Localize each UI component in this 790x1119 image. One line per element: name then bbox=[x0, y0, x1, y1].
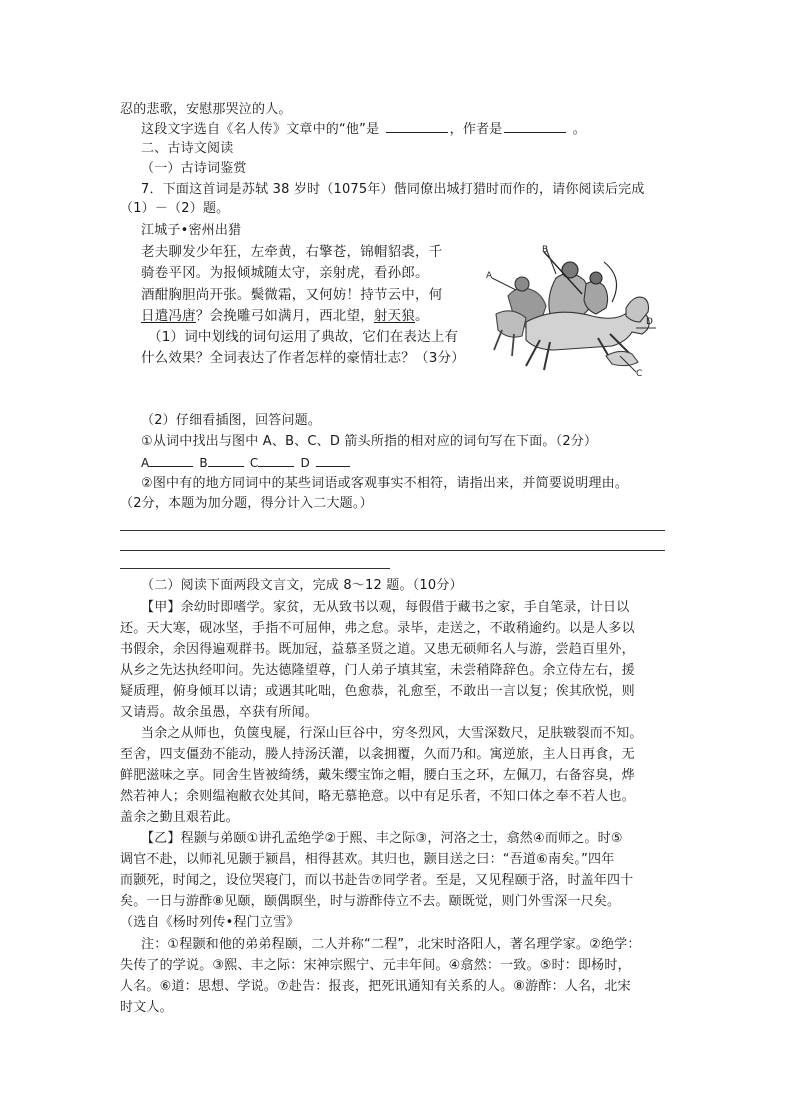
question-7-line2: （1）－（2）题。 bbox=[120, 201, 230, 216]
illustration-label-a: A bbox=[486, 271, 493, 281]
passage-yi-line: 【乙】程颢与弟颐①讲孔孟绝学②于熙、丰之际③，河洛之士，翕然④而师之。时⑤ bbox=[141, 831, 623, 846]
notes-line: 失传了的学说。③熙、丰之际：宋神宗熙宁、元丰年间。④翕然：一致。⑤时：即杨时， bbox=[120, 958, 631, 973]
passage-yi-source: （选自《杨时列传•程门立雪》 bbox=[120, 915, 300, 930]
poem-line-4-mid: ？会挽雕弓如满月，西北望， bbox=[195, 308, 374, 324]
notes-line: 时文人。 bbox=[120, 1000, 173, 1015]
passage-jia-line: 【甲】余幼时即嗜学。家贫，无从致书以观，每假借于藏书之家，手自笔录，计日以 bbox=[141, 600, 630, 615]
blank-d[interactable] bbox=[316, 454, 350, 467]
subquestion-2-1: ①从词中找出与图中 A、B、C、D 箭头所指的相对应的词句写在下面。（2分） bbox=[141, 434, 598, 449]
passage-yi-line: 调官不赴，以师礼见颢于颍昌，相得甚欢。其归也，颢目送之曰：“吾道⑥南矣。”四年 bbox=[120, 852, 615, 867]
passage-jia-line: 书假余，余因得遍观群书。既加冠，益慕圣贤之道。又患无硕师名人与游，尝趋百里外， bbox=[120, 642, 635, 657]
blank-b[interactable] bbox=[208, 454, 244, 467]
poem-title: 江城子•密州出猎 bbox=[141, 223, 242, 238]
subquestion-2-2-line1: ②图中有的地方同词中的某些词语或客观事实不相符，请指出来，并简要说明理由。 bbox=[141, 476, 629, 491]
passage-jia-line: 至舍，四支僵劲不能动，媵人持汤沃灌，以衾拥覆，久而乃和。寓逆旅，主人日再食，无 bbox=[120, 747, 635, 762]
hunting-illustration bbox=[486, 244, 662, 378]
label-b: B bbox=[199, 456, 208, 470]
poem-line-3: 酒酣胸胆尚开张。鬓微霜，又何妨！持节云中，何 bbox=[141, 287, 443, 303]
answer-line-3[interactable] bbox=[120, 568, 390, 569]
passage-jia-line: 鲜肥滋味之享。同舍生皆被绮绣，戴朱缨宝饰之帽，腰白玉之环，左佩刀，右备容臭，烨 bbox=[120, 768, 635, 783]
passage-jia-line: 当余之从师也，负箧曳屣，行深山巨谷中，穷冬烈风，大雪深数尺，足肤皲裂而不知。 bbox=[141, 726, 643, 741]
passage-jia-line: 还。天大寒，砚冰坚，手指不可屈伸，弗之怠。录毕，走送之，不敢稍逾约。以是人多以 bbox=[120, 621, 635, 636]
poem-allusion-underlined-2: 射天狼 bbox=[373, 308, 416, 324]
label-a: A bbox=[141, 456, 150, 470]
question-source-end: 。 bbox=[572, 122, 586, 137]
answer-blank-author[interactable] bbox=[504, 120, 566, 133]
answer-line-1[interactable] bbox=[120, 530, 665, 531]
notes-line: 注：①程颢和他的弟弟程颐，二人并称“二程”，北宋时洛阳人，著名理学家。②绝学： bbox=[141, 937, 641, 952]
poem-line-4-end: 。 bbox=[415, 308, 429, 324]
blank-c[interactable] bbox=[258, 454, 294, 467]
passage-jia-line: 又请焉。故余虽愚，卒获有所闻。 bbox=[120, 705, 319, 720]
answer-blank-he[interactable] bbox=[386, 120, 448, 133]
section-title-wenyan: （二）阅读下面两段文言文，完成 8～12 题。（10分） bbox=[141, 578, 463, 593]
subquestion-1-line2: 什么效果？全词表达了作者怎样的豪情壮志？（3分） bbox=[141, 350, 465, 366]
question-source bbox=[141, 120, 586, 139]
question-source-mid: ，作者是 bbox=[449, 122, 503, 137]
poem-allusion-underlined-1: 日遣冯唐 bbox=[141, 308, 196, 324]
subquestion-1-line1: （1）词中划线的词句运用了典故，它们在表达上有 bbox=[148, 329, 459, 345]
passage-yi-line: 而颢死，时闻之，设位哭寝门，而以书赴告⑦同学者。至是，又见程颐于洛，时盖年四十 bbox=[120, 873, 634, 888]
answer-line-2[interactable] bbox=[120, 550, 665, 551]
label-d: D bbox=[300, 456, 310, 470]
passage-jia-line: 盖余之勤且艰若此。 bbox=[120, 810, 239, 825]
subquestion-2-2-line2: （2分，本题为加分题，得分计入二大题。） bbox=[120, 496, 373, 511]
passage-jia-line: 从乡之先达执经叩问。先达德隆望尊，门人弟子填其室，未尝稍降辞色。余立侍左右，援 bbox=[120, 663, 635, 678]
passage-jia-line: 然若神人；余则缊袍敝衣处其间，略无慕艳意。以中有足乐者，不知口体之奉不若人也。 bbox=[120, 789, 635, 804]
abcd-answer-row bbox=[141, 454, 350, 472]
blank-a[interactable] bbox=[149, 454, 193, 467]
illustration-label-d: D bbox=[646, 317, 653, 327]
poem-line-1: 老夫聊发少年狂，左牵黄，右擎苍，锦帽貂裘，千 bbox=[141, 244, 443, 260]
question-source-prefix: 这段文字选自《名人传》文章中的“他”是 bbox=[141, 122, 380, 137]
passage-yi-line: 矣。一日与游酢⑧见颐，颐偶瞑坐，时与游酢侍立不去。颐既觉，则门外雪深一尺矣。 bbox=[120, 894, 621, 909]
poem-line-4 bbox=[141, 307, 429, 325]
passage-jia-line: 疑质理，俯身倾耳以请；或遇其叱咄，色愈恭，礼愈至，不敢出一言以复；俟其欣悦，则 bbox=[120, 684, 635, 699]
intro-line: 忍的悲歌，安慰那哭泣的人。 bbox=[120, 102, 292, 117]
subsection-title-poem: （一）古诗词鉴赏 bbox=[141, 161, 247, 176]
section-title-poetry-prose: 二、古诗文阅读 bbox=[141, 141, 234, 156]
label-c: C bbox=[249, 456, 259, 470]
illustration-label-b: B bbox=[542, 245, 549, 255]
poem-line-2: 骑卷平冈。为报倾城随太守，亲射虎，看孙郎。 bbox=[141, 265, 429, 281]
subquestion-2-title: （2）仔细看插图，回答问题。 bbox=[141, 413, 322, 428]
notes-line: 人名。⑥道：思想、学说。⑦赴告：报丧，把死讯通知有关系的人。⑧游酢：人名，北宋 bbox=[120, 979, 631, 994]
illustration-label-c: C bbox=[636, 369, 643, 378]
question-7-line1: 7．下面这首词是苏轼 38 岁时（1075年）偕同僚出城打猎时而作的，请你阅读后完成 bbox=[141, 182, 645, 197]
